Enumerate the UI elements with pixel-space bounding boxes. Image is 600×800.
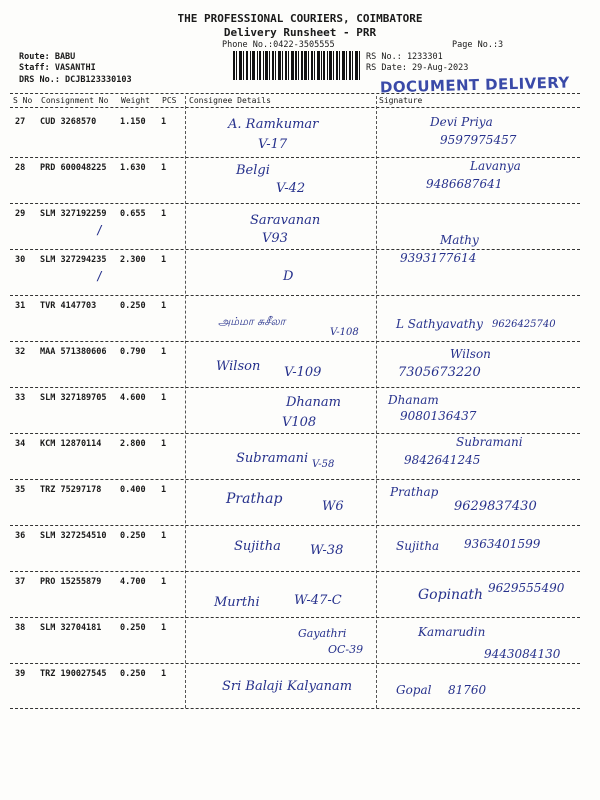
row-pcs: 1 [161,347,167,357]
table-row [0,571,600,617]
table-row [0,203,600,249]
row-sno: 32 [15,347,26,357]
row-consignment-no: SLM 32704181 [40,623,102,633]
table-row [0,433,600,479]
receiver-signature: Devi Priya [430,115,493,129]
row-sno: 38 [15,623,26,633]
row-consignment-no: SLM 327294235 [40,255,107,265]
receiver-signature: Gopinath [418,587,484,603]
row-consignment-no: MAA 571380606 [40,347,107,357]
receiver-phone: 9363401599 [464,537,541,551]
row-pcs: 1 [161,117,167,127]
barcode [233,51,360,80]
row-consignment-no: CUD 3268570 [40,117,97,127]
receiver-phone: 9842641245 [404,453,481,467]
consignee-name: Murthi [214,595,260,610]
row-weight: 4.700 [120,577,146,587]
consignee-name: Sri Balaji Kalyanam [222,679,353,694]
receiver-phone: 9629837430 [454,499,537,514]
row-pcs: 1 [161,669,167,679]
table-row [0,617,600,663]
table-row [0,387,600,433]
row-consignment-no: KCM 12870114 [40,439,102,449]
page-number: Page No.:3 [452,40,504,50]
row-sno: 28 [15,163,26,173]
consignee-name: Belgi [236,163,270,178]
row-consignment-no: SLM 327189705 [40,393,107,403]
row-consignment-no: SLM 327192259 [40,209,107,219]
col-header-signature: Signature [379,96,423,105]
row-sno: 33 [15,393,26,403]
row-weight: 2.300 [120,255,146,265]
consignee-door-no: W-47-C [294,593,342,608]
rs-number: RS No.: 1233301 [366,52,443,62]
row-sno: 31 [15,301,26,311]
consignee-name: Subramani [236,451,309,466]
consignee-door-no: V108 [282,415,317,430]
consignee-name: Saravanan [250,213,321,228]
consignee-door-no: W6 [322,499,344,514]
row-pcs: 1 [161,531,167,541]
table-row [0,295,600,341]
row-consignment-no: TRZ 190027545 [40,669,107,679]
row-consignment-no: PRO 15255879 [40,577,102,587]
consignee-door-no: OC-39 [328,643,364,656]
row-weight: 0.250 [120,301,146,311]
receiver-phone: 9393177614 [400,251,477,265]
row-weight: 4.600 [120,393,146,403]
row-weight: 0.250 [120,623,146,633]
row-separator [10,708,580,709]
staff: Staff: VASANTHI [19,63,96,73]
consignee-door-no: V-17 [258,137,288,152]
consignee-door-no: V93 [262,231,288,246]
header-top-rule [10,93,580,94]
document-title-block [0,12,600,40]
consignee-door-no: W-38 [310,543,344,558]
row-pcs: 1 [161,577,167,587]
receiver-phone: 7305673220 [398,365,481,380]
row-sno: 34 [15,439,26,449]
row-weight: 1.630 [120,163,146,173]
row-weight: 0.400 [120,485,146,495]
consignee-name: A. Ramkumar [228,117,319,132]
receiver-phone: 9626425740 [492,319,556,330]
col-header-consignee: Consignee Details [189,96,271,105]
table-row [0,111,600,157]
receiver-signature: Kamarudin [418,625,486,639]
receiver-phone: 9597975457 [440,133,517,147]
row-weight: 0.250 [120,669,146,679]
consignee-door-no: V-42 [276,181,306,196]
row-sno: 39 [15,669,26,679]
consignee-name: Gayathri [298,627,347,640]
row-sno: 36 [15,531,26,541]
document-delivery-stamp: DOCUMENT DELIVERY [379,73,570,97]
tick-mark: / [96,269,104,283]
consignee-name: Sujitha [234,539,281,554]
row-consignment-no: TVR 4147703 [40,301,97,311]
consignee-name: Prathap [226,491,283,507]
table-row [0,341,600,387]
receiver-signature: Lavanya [470,159,521,173]
row-sno: 35 [15,485,26,495]
col-header-pcs: PCS [162,96,177,105]
row-sno: 29 [15,209,26,219]
row-pcs: 1 [161,209,167,219]
row-pcs: 1 [161,163,167,173]
row-sno: 30 [15,255,26,265]
consignee-door-no: V-58 [312,459,335,470]
receiver-phone: 9443084130 [484,647,561,661]
receiver-signature: Sujitha [396,539,440,553]
receiver-signature: L Sathyavathy [396,317,483,331]
row-pcs: 1 [161,255,167,265]
company-name: THE PROFESSIONAL COURIERS, COIMBATORE [177,12,423,25]
consignee-name: அம்மா சுசீலா [218,315,286,328]
drs-number: DRS No.: DCJB123330103 [19,75,132,85]
row-consignment-no: TRZ 75297178 [40,485,102,495]
table-row [0,479,600,525]
row-consignment-no: SLM 327254510 [40,531,107,541]
header-bottom-rule [10,107,580,108]
receiver-phone: 81760 [448,683,487,697]
row-pcs: 1 [161,439,167,449]
row-pcs: 1 [161,301,167,311]
consignee-name: D [283,269,294,284]
row-pcs: 1 [161,623,167,633]
row-weight: 0.250 [120,531,146,541]
phone-number: Phone No.:0422-3505555 [222,40,335,50]
receiver-signature: Mathy [440,233,479,247]
row-weight: 2.800 [120,439,146,449]
consignee-name: Dhanam [286,395,341,410]
receiver-phone: 9486687641 [426,177,503,191]
consignee-name: Wilson [216,359,261,374]
tick-mark: / [96,223,104,237]
row-pcs: 1 [161,393,167,403]
runsheet-title: Delivery Runsheet - PRR [223,26,377,39]
receiver-signature: Dhanam [388,393,439,407]
table-row [0,525,600,571]
table-row [0,157,600,203]
row-consignment-no: PRD 600048225 [40,163,107,173]
receiver-signature: Subramani [456,435,523,449]
row-weight: 0.655 [120,209,146,219]
receiver-phone: 9080136437 [400,409,477,423]
consignee-door-no: V-108 [330,327,359,338]
receiver-signature: Gopal [396,683,432,697]
col-header-consignment: Consignment No [41,96,109,105]
receiver-signature: Wilson [450,347,491,361]
row-sno: 27 [15,117,26,127]
row-sno: 37 [15,577,26,587]
receiver-signature: Prathap [390,485,439,499]
table-row [0,663,600,709]
col-header-sno: S No [13,96,33,105]
consignee-door-no: V-109 [284,365,322,380]
row-weight: 1.150 [120,117,146,127]
row-weight: 0.790 [120,347,146,357]
rs-date: RS Date: 29-Aug-2023 [366,63,469,73]
row-pcs: 1 [161,485,167,495]
receiver-phone: 9629555490 [488,581,565,595]
route: Route: BABU [19,52,76,62]
col-header-weight: Weight [121,96,150,105]
